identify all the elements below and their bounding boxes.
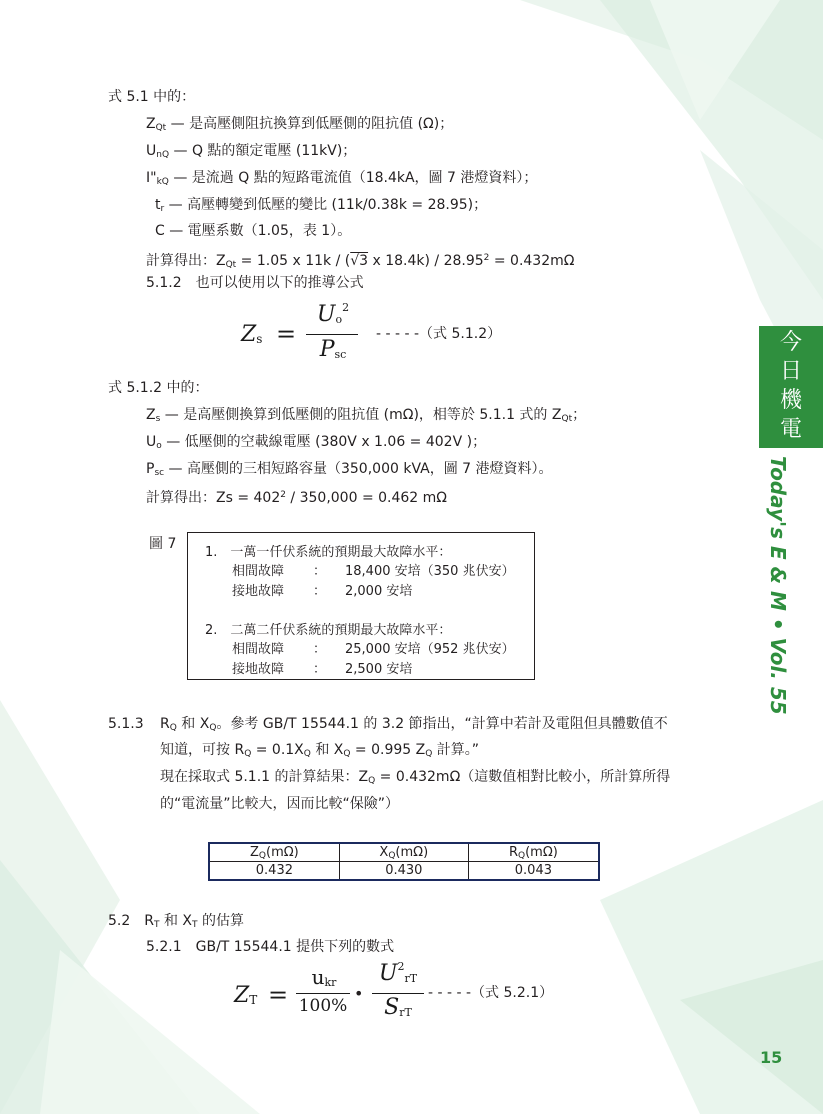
def-zs-text: — 是高壓側換算到低壓側的阻抗值 (mΩ)，相等於 5.1.1 式的 Z (160, 407, 562, 423)
table-header-xq (339, 843, 468, 862)
tab-char-2: 日 (779, 359, 802, 384)
def-psc (146, 460, 553, 482)
calc-zs-b: / 350,000 = 0.462 mΩ (285, 490, 447, 506)
def-uo-symbol: U (146, 434, 157, 450)
heading-5-2 (108, 912, 244, 934)
def-zs-sub: s (155, 414, 161, 424)
def-tr-symbol: t (155, 197, 161, 213)
def-uo-sub: o (156, 441, 162, 451)
f512-num-symbol: U (316, 302, 336, 327)
def-ikq-text: — 是流過 Q 點的短路電流值（18.4kA，圖 7 港燈資料）； (168, 170, 538, 186)
th-zq-sub: Q (258, 850, 267, 861)
calc-zqt-a: 計算得出：Z (146, 253, 226, 269)
f521-lhs-symbol: Z (234, 983, 250, 1008)
fig7-item2-row1-colon: ： (313, 642, 327, 657)
tab-char-4: 電 (779, 417, 802, 442)
th-rq-sym: R (508, 844, 518, 860)
magazine-vertical-title: Today's E & M • Vol. 55 (766, 456, 790, 715)
table-cell-rq: 0.043 (468, 862, 599, 881)
l2-b: = 0.1X (251, 742, 304, 758)
h52-a: 5.2 R (108, 913, 154, 929)
fig7-item1-row2-value: 2,000 安培 (345, 584, 413, 599)
table-header-row (209, 843, 599, 862)
calc-zs (146, 486, 447, 507)
formula-512-equals: = (276, 320, 297, 348)
l2-sub3: Q (343, 749, 351, 759)
sec-5-1-3-line2 (160, 741, 479, 763)
fig7-item1-title: 1. 一萬一仟伏系統的預期最大故障水平： (205, 545, 452, 560)
calc-zqt (146, 249, 574, 274)
def-uo (146, 433, 486, 455)
formula-521-bar-2 (372, 993, 424, 994)
th-xq-sym: X (379, 844, 389, 860)
def-psc-symbol: P (146, 461, 155, 477)
f512-num-sub: o (335, 313, 343, 326)
f521-num2: U (378, 961, 398, 986)
table-cell-zq: 0.432 (209, 862, 339, 881)
fig7-item2-row1-value: 25,000 安培（952 兆伏安） (345, 642, 515, 657)
l2-d: = 0.995 Z (350, 742, 426, 758)
def-unq-text: — Q 點的額定電壓 (11kV)； (169, 143, 357, 159)
def-ikq-sub: kQ (156, 177, 169, 187)
table-row (209, 862, 599, 881)
f521-num2-sup: 2 (397, 960, 405, 973)
figure-7-label: 圖 7 (149, 536, 177, 552)
f521-num2-sub: rT (404, 972, 418, 985)
th-rq-sub: Q (518, 850, 526, 861)
th-rq-unit: (mΩ) (525, 844, 558, 860)
h52-sub2: T (192, 920, 198, 930)
sqrt3: √3 (350, 253, 369, 269)
formula-512-fraction-bar (306, 334, 358, 335)
l2-sub4: Q (425, 749, 433, 759)
fig7-item2-row1-label: 相間故障 (232, 642, 285, 657)
formula-521-denominator-1: 100% (298, 996, 348, 1016)
def-ikq-symbol: I" (146, 170, 157, 186)
sec-5-1-3-line3 (160, 768, 670, 790)
formula-521-numerator-2 (372, 960, 424, 986)
l1-b: 和 X (176, 716, 210, 732)
l3-b: = 0.432mΩ（這數值相對比較小，所計算所得 (375, 769, 671, 785)
def-tr-sub: r (160, 204, 165, 214)
h52-c: 的估算 (197, 913, 244, 929)
formula-intro-5-1: 式 5.1 中的： (108, 89, 196, 105)
def-zs-tail: ； (572, 407, 587, 423)
def-zqt-sub: Qt (155, 123, 167, 133)
def-uo-text: — 低壓側的空載線電壓 (380V x 1.06 = 402V )； (161, 434, 487, 450)
l1-c: 。參考 GB/T 15544.1 的 3.2 節指出，“計算中若計及電阻但具體數值不 (216, 716, 668, 732)
f512-den-symbol: P (319, 337, 335, 362)
fig7-item2-row2-colon: ： (313, 662, 327, 677)
page-number: 15 (760, 1048, 783, 1067)
l1-sub1: Q (169, 723, 177, 733)
formula-512-denominator (308, 337, 358, 362)
formula-521-label: - - - - -（式 5.2.1） (428, 985, 554, 1001)
th-zq-unit: (mΩ) (266, 844, 299, 860)
def-tr (155, 196, 487, 218)
def-c: C — 電壓系數（1.05，表 1）。 (155, 223, 352, 239)
magazine-tab (759, 326, 823, 448)
calc-zs-sup: 2 (280, 490, 286, 500)
calc-zqt-d: = 0.432mΩ (489, 253, 575, 269)
f521-lhs-sub: T (249, 993, 258, 1007)
l3-a: 現在採取式 5.1.1 的計算結果：Z (160, 769, 369, 785)
formula-512-lhs (241, 322, 262, 347)
def-psc-text: — 高壓側的三相短路容量（350,000 kVA，圖 7 港燈資料）。 (164, 461, 553, 477)
fig7-item1-row2-label: 接地故障 (232, 584, 285, 599)
fig7-item1-row2-colon: ： (313, 584, 327, 599)
formula-intro-5-1-2: 式 5.1.2 中的： (108, 380, 209, 396)
heading-5-2-1: 5.2.1 GB/T 15544.1 提供下列的數式 (146, 939, 395, 955)
fig7-item1-row1-colon: ： (313, 564, 327, 579)
sec-5-1-3-line1 (160, 715, 668, 737)
impedance-table (208, 842, 600, 881)
table-cell-xq: 0.430 (339, 862, 468, 881)
def-unq (146, 142, 356, 164)
table-header-zq (209, 843, 339, 862)
l1-sub2: Q (209, 723, 217, 733)
th-zq-sym: Z (250, 844, 259, 860)
formula-521-equals: = (268, 981, 289, 1009)
formula-521-lhs (234, 983, 257, 1008)
tab-char-3: 機 (779, 388, 802, 413)
sec-5-1-3-line4: 的“電流量”比較大，因而比較“保險”） (160, 796, 400, 812)
sec-5-1-3-number: 5.1.3 (108, 716, 144, 732)
l2-c: 和 X (310, 742, 344, 758)
def-zqt (146, 115, 453, 137)
fig7-item1-row1-value: 18,400 安培（350 兆伏安） (345, 564, 515, 579)
def-ikq (146, 169, 537, 191)
f521-den2: S (384, 995, 400, 1020)
formula-521-denominator-2 (372, 995, 424, 1020)
def-tr-text: — 高壓轉變到低壓的變比 (11k/0.38k = 28.95)； (164, 197, 488, 213)
f512-lhs-sub: s (256, 332, 263, 346)
f512-num-sup: 2 (342, 301, 350, 314)
l2-sub2: Q (303, 749, 311, 759)
def-unq-sub: nQ (156, 150, 170, 160)
fig7-item2-row2-label: 接地故障 (232, 662, 285, 677)
l1-a: R (160, 716, 170, 732)
formula-521-dot: • (354, 984, 364, 1003)
h52-b: 和 X (159, 913, 192, 929)
formula-512-label: - - - - -（式 5.1.2） (376, 326, 502, 342)
table-header-rq (468, 843, 599, 862)
def-zqt-symbol: Z (146, 116, 156, 132)
formula-521-numerator-1 (296, 965, 352, 989)
fig7-item2-row2-value: 2,500 安培 (345, 662, 413, 677)
f521-num1-sub: kr (324, 976, 337, 989)
formula-512-numerator (308, 301, 358, 327)
f521-den2-sub: rT (399, 1006, 412, 1019)
def-zs-tail-sub: Qt (561, 414, 573, 424)
def-unq-symbol: U (146, 143, 157, 159)
def-zqt-text: — 是高壓側阻抗換算到低壓側的阻抗值 (Ω)； (166, 116, 454, 132)
fig7-item1-row1-label: 相間故障 (232, 564, 285, 579)
l2-e: 計算。” (432, 742, 480, 758)
def-zs (146, 406, 586, 428)
def-psc-sub: sc (154, 468, 165, 478)
calc-zqt-sup: 2 (483, 253, 490, 263)
f512-lhs-symbol: Z (241, 322, 257, 347)
f512-den-sub: sc (334, 348, 347, 361)
calc-zqt-c: x 18.4k) / 28.95 (368, 253, 484, 269)
heading-5-1-2: 5.1.2 也可以使用以下的推導公式 (146, 275, 364, 291)
th-xq-sub: Q (388, 850, 396, 861)
calc-zqt-b: = 1.05 x 11k / ( (236, 253, 351, 269)
tab-char-1: 今 (779, 330, 802, 355)
formula-521-bar-1 (296, 993, 350, 994)
fig7-item2-title: 2. 二萬二仟伏系統的預期最大故障水平： (205, 623, 452, 638)
l2-a: 知道，可按 R (160, 742, 245, 758)
def-zs-symbol: Z (146, 407, 156, 423)
calc-zs-a: 計算得出：Zs = 402 (146, 490, 281, 506)
l2-sub1: Q (244, 749, 252, 759)
th-xq-unit: (mΩ) (395, 844, 429, 860)
h52-sub1: T (154, 920, 160, 930)
calc-zqt-sub: Qt (225, 260, 237, 270)
f521-num1: u (311, 965, 325, 989)
l3-sub: Q (368, 776, 376, 786)
